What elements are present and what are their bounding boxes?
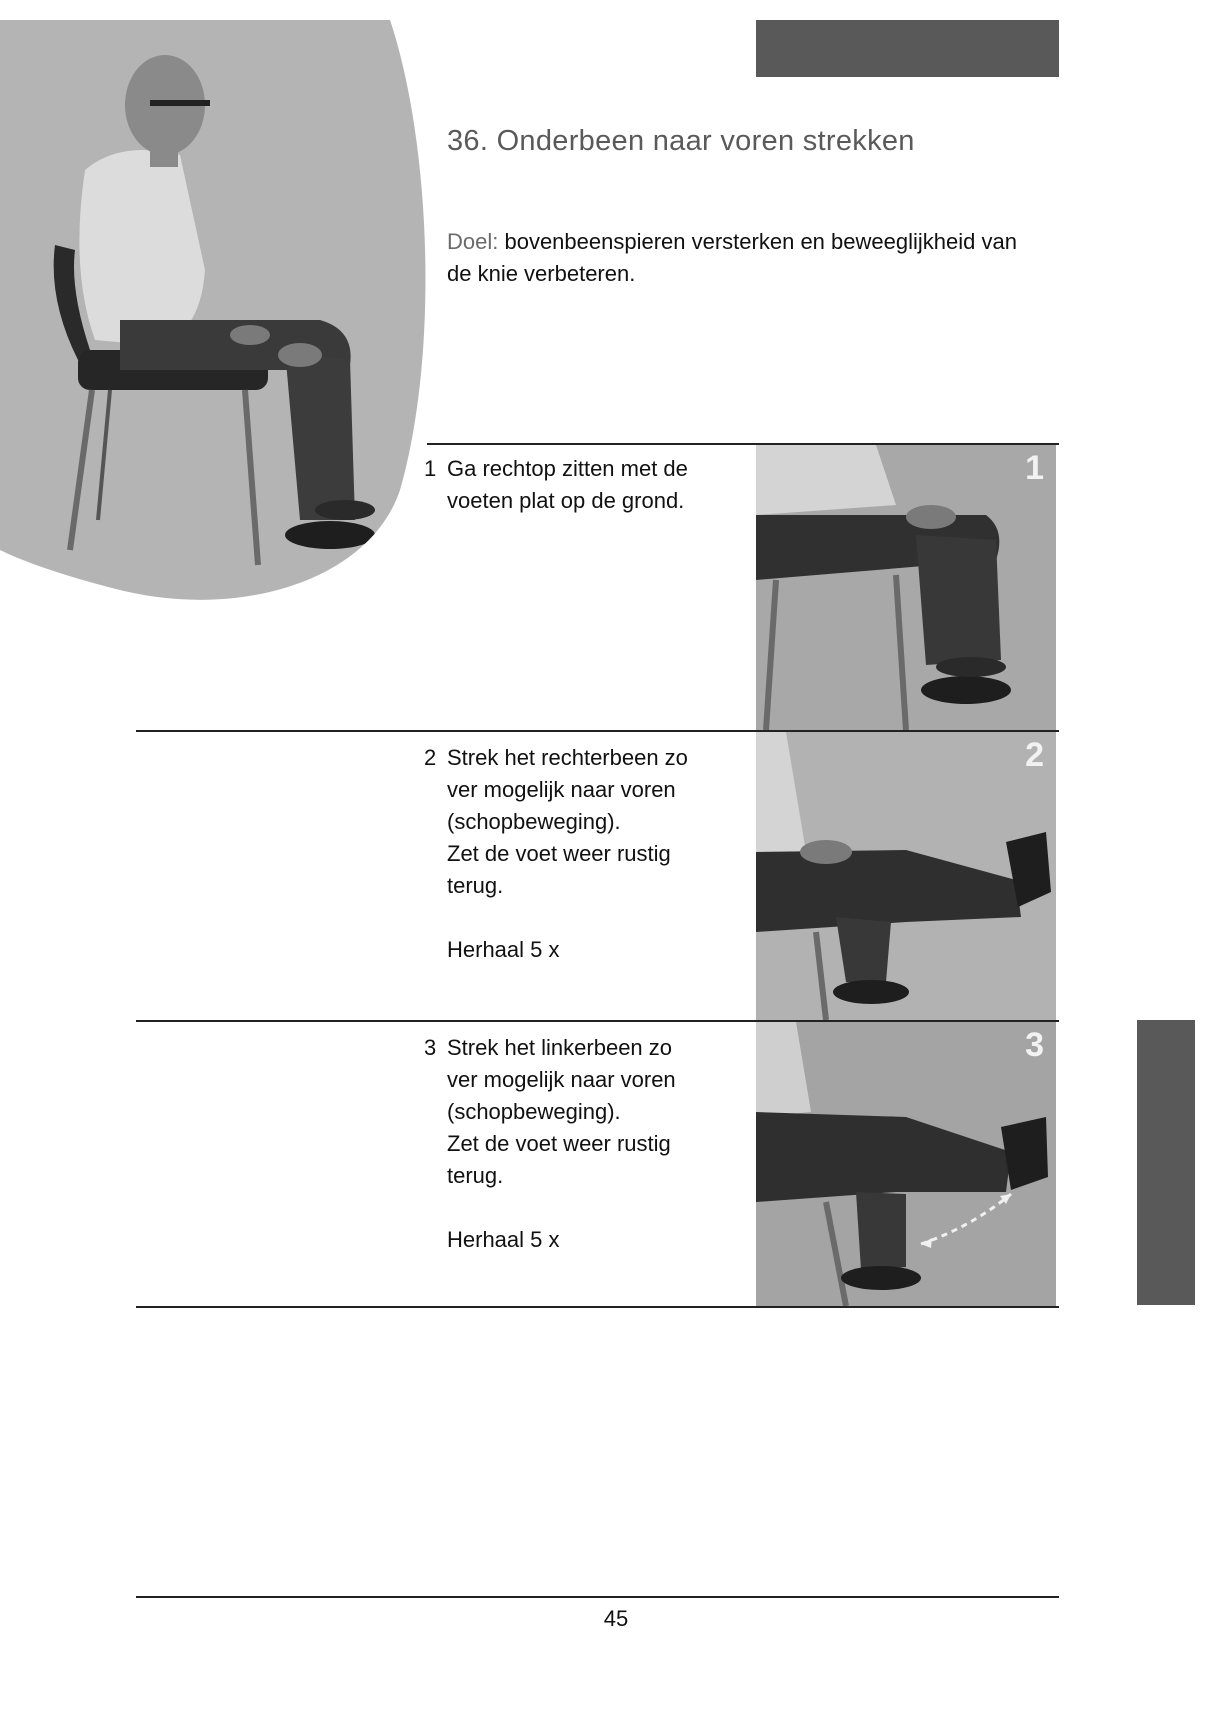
step-line: (schopbeweging). — [447, 809, 621, 834]
photo-step-label: 1 — [1025, 449, 1044, 487]
side-tab — [1137, 1020, 1195, 1305]
header-tab — [756, 20, 1059, 77]
step-line: Strek het rechterbeen zo — [447, 745, 688, 770]
step-line: terug. — [447, 873, 504, 898]
footer-divider — [136, 1596, 1059, 1598]
step-3-photo — [756, 1022, 1056, 1306]
step-1-text — [424, 453, 724, 517]
divider — [136, 1306, 1059, 1308]
step-line: Zet de voet weer rustig — [447, 1131, 671, 1156]
step-line: Zet de voet weer rustig — [447, 841, 671, 866]
step-line: ver mogelijk naar voren — [447, 777, 676, 802]
step-line: ver mogelijk naar voren — [447, 1067, 676, 1092]
repeat-instruction: Herhaal 5 x — [447, 937, 560, 962]
step-2-photo — [756, 732, 1056, 1020]
goal-label: Doel: — [447, 229, 499, 254]
step-2-text — [424, 742, 724, 966]
step-3-text — [424, 1032, 724, 1256]
photo-step-label: 3 — [1025, 1026, 1044, 1064]
step-line: terug. — [447, 1163, 504, 1188]
step-1-photo — [756, 445, 1056, 730]
step-number: 3 — [424, 1035, 437, 1060]
step-line: Ga rechtop zitten met de — [447, 456, 688, 481]
repeat-instruction: Herhaal 5 x — [447, 1227, 560, 1252]
hero-photo — [0, 20, 430, 610]
step-line: Strek het linkerbeen zo — [447, 1035, 673, 1060]
goal-description — [447, 226, 1047, 290]
step-line: voeten plat op de grond. — [447, 488, 685, 513]
step-number: 1 — [424, 456, 437, 481]
photo-step-label: 2 — [1025, 736, 1044, 774]
step-line: (schopbeweging). — [447, 1099, 621, 1124]
page-title: 36. Onderbeen naar voren strekken — [447, 125, 915, 157]
goal-text: bovenbeenspieren versterken en beweeglijkheid van de knie verbeteren. — [447, 229, 1017, 286]
page-number: 45 — [603, 1606, 629, 1631]
step-number: 2 — [424, 745, 437, 770]
